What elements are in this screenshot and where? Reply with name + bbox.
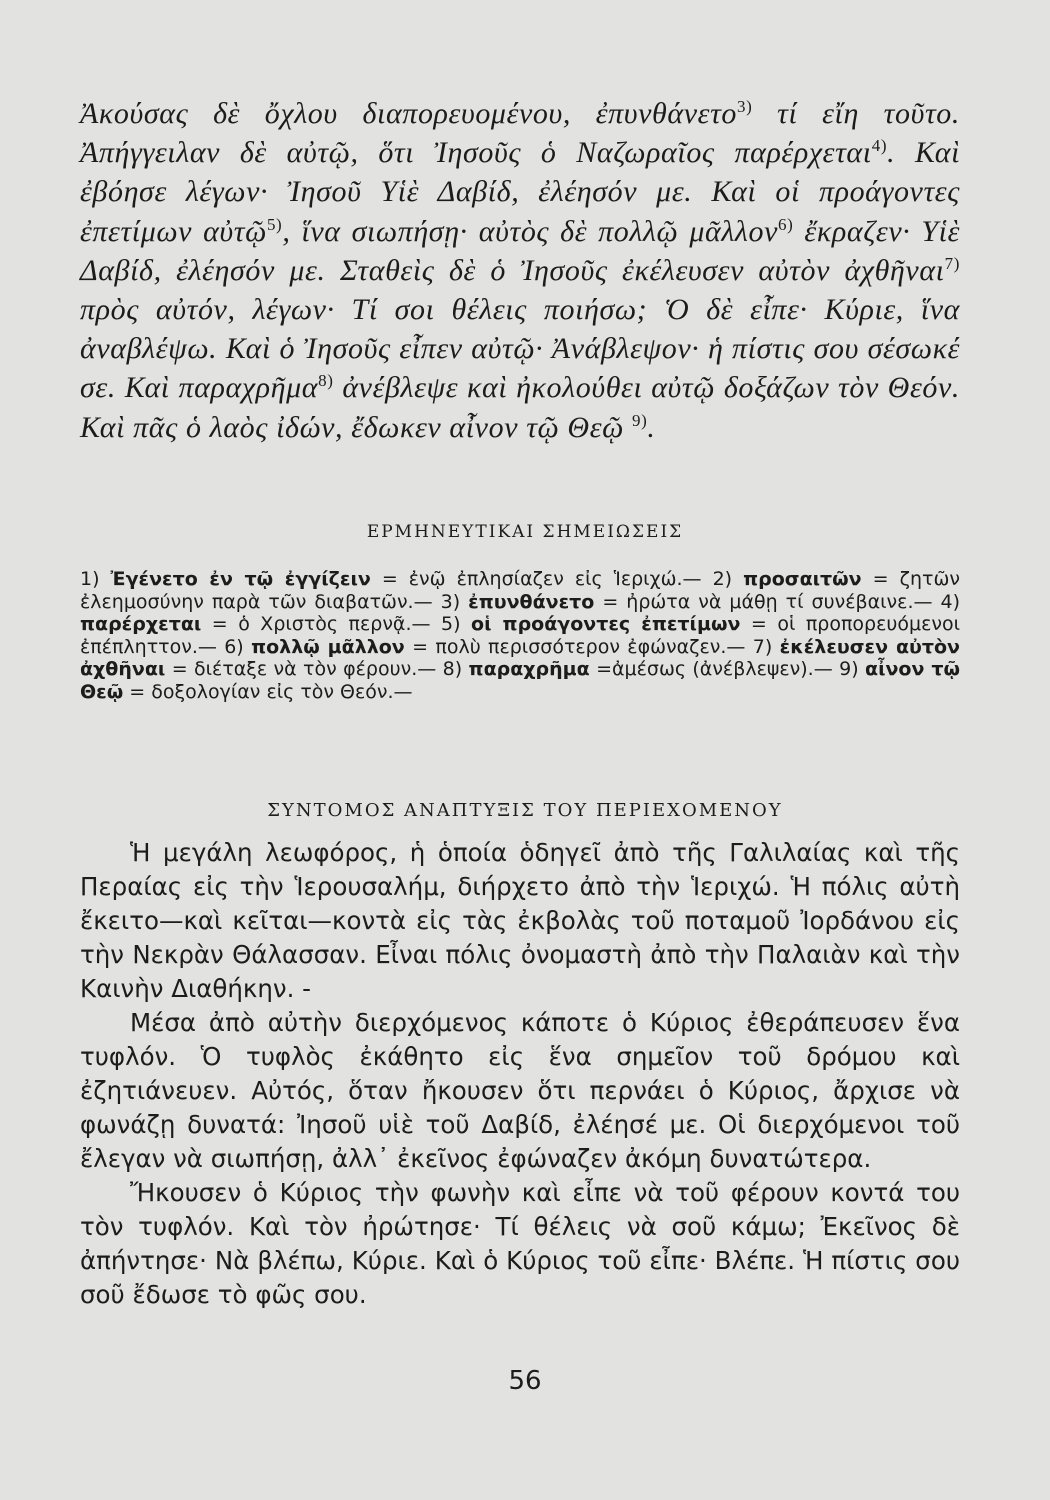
note-number: 1)	[80, 568, 100, 590]
note-definition: = πολὺ περισσότερον ἐφώναζεν.—	[412, 635, 746, 658]
summary-paragraph: Ἡ μεγάλη λεωφόρος, ἡ ὁποία ὁδηγεῖ ἀπὸ τῆς Γαλιλαίας καὶ τῆς Περαίας εἰς τὴν Ἱερουσαλήμ, διήρχετο ἀπὸ τὴν Ἱεριχώ. Ἡ πόλις αὐτὴ ἔκειτο—καὶ κεῖται—κοντὰ εἰς τὰς ἐκβολὰς τοῦ ποταμοῦ Ἰορδάνου εἰς τὴν Νεκρὰν Θάλασσαν. Εἶναι πόλις ὀνομαστὴ ἀπὸ τὴν Παλαιὰν καὶ τὴν Καινὴν Διαθήκην. -	[80, 838, 960, 1003]
note-term: Ἐγένετο ἐν τῷ ἐγγίζειν	[110, 568, 371, 590]
note-term: παραχρῆμα	[468, 658, 590, 680]
note-term: οἱ προάγοντες ἐπετίμων	[471, 613, 741, 635]
note-definition: = ζητῶν ἐλεημοσύνην παρὰ τῶν διαβατῶν.—	[80, 568, 960, 613]
scripture-text: ἔκραζεν· Υἱὲ Δαβίδ, ἐλέησόν με. Σταθεὶς δὲ ὁ Ἰησοῦς ἐκέλευσεν αὐτὸν ἀχθῆναι	[80, 214, 960, 287]
scripture-text: Ἀκούσας δὲ ὄχλου διαπορευομένου, ἐπυνθάνετο	[80, 97, 738, 130]
summary-paragraph: Μέσα ἀπὸ αὐτὴν διερχόμενος κάποτε ὁ Κύριος ἐθεράπευσεν ἕνα τυφλόν. Ὁ τυφλὸς ἐκάθητο εἰς ἕνα σημεῖον τοῦ δρόμου καὶ ἐζητιάνευεν. Αὐτός, ὅταν ἤκουσεν ὅτι περνάει ὁ Κύριος, ἄρχισε νὰ φωνάζῃ δυνατά: Ἰησοῦ υἱὲ τοῦ Δαβίδ, ἐλέησέ με. Οἱ διερχόμενοι τοῦ ἔλεγαν νὰ σιωπήσῃ, ἀλλ᾽ ἐκεῖνος ἐφώναζεν ἀκόμη δυνατώτερα.	[80, 1008, 960, 1173]
scripture-text: πρὸς αὐτόν, λέγων· Τί σοι θέλεις ποιήσω; Ὁ δὲ εἶπε· Κύριε, ἵνα ἀναβλέψω. Καὶ ὁ Ἰησοῦς εἶπεν αὐτῷ· Ἀνάβλεψον· ἡ πίστις σου σέσωκέ σε. Καὶ παραχρῆμα	[80, 293, 960, 405]
note-definition: = ὁ Χριστὸς περνᾷ.—	[211, 613, 431, 635]
note-number: 6)	[224, 635, 244, 658]
scripture-text: , ἵνα σιωπήσῃ· αὐτὸς δὲ πολλῷ μᾶλλον	[282, 214, 779, 248]
note-definition: =ἀμέσως (ἀνέβλεψεν).—	[596, 658, 833, 680]
note-number: 4)	[940, 590, 961, 613]
footnote-marker: 5)	[266, 214, 283, 234]
summary-paragraph: Ἤκουσεν ὁ Κύριος τὴν φωνὴν καὶ εἶπε νὰ τοῦ φέρουν κοντά του τὸν τυφλόν. Καὶ τὸν ἠρώτησε· Τί θέλεις νὰ σοῦ κάμω; Ἐκεῖνος δὲ ἀπήντησε· Νὰ βλέπω, Κύριε. Καὶ ὁ Κύριος τοῦ εἶπε· Βλέπε. Ἡ πίστις σου σοῦ ἔδωσε τὸ φῶς σου.	[80, 1178, 960, 1309]
footnote-marker: 6)	[778, 214, 794, 234]
note-number: 9)	[839, 658, 859, 680]
note-definition: = δοξολογίαν εἰς τὸν Θεόν.—	[129, 680, 413, 703]
note-term: ἐπυνθάνετο	[468, 590, 595, 613]
notes-heading: ΕΡΜΗΝΕΥΤΙΚΑΙ ΣΗΜΕΙΩΣΕΙΣ	[366, 522, 684, 542]
footnote-marker: 3)	[737, 97, 753, 116]
summary-body	[80, 836, 960, 1312]
footnote-marker: 7)	[944, 253, 960, 273]
scripture-text: τί εἴη τοῦτο. Ἀπήγγειλαν δὲ αὐτῷ, ὅτι Ἰησοῦς ὁ Ναζωραῖος παρέρχεται	[80, 97, 960, 170]
note-number: 2)	[712, 568, 733, 590]
note-number: 7)	[752, 635, 773, 658]
note-number: 5)	[441, 613, 461, 635]
summary-heading: ΣΥΝΤΟΜΟΣ ΑΝΑΠΤΥΞΙΣ ΤΟΥ ΠΕΡΙΕΧΟΜΕΝΟΥ	[267, 800, 783, 821]
scripture-passage	[80, 94, 960, 447]
note-term: προσαιτῶν	[743, 568, 862, 590]
note-term: παρέρχεται	[80, 613, 202, 635]
scripture-text: . Καὶ ἐβόησε λέγων· Ἰησοῦ Υἱὲ Δαβίδ, ἐλέησόν με. Καὶ οἱ προάγοντες ἐπετίμων αὐτῷ	[80, 136, 960, 248]
note-number: 8)	[442, 658, 463, 680]
scripture-text: ἀνέβλεψε καὶ ἠκολούθει αὐτῷ δοξάζων τὸν Θεόν. Καὶ πᾶς ὁ λαὸς ἰδών, ἔδωκεν αἶνον τῷ Θεῷ	[80, 371, 960, 444]
note-definition: = ἐνῷ ἐπλησίαζεν εἰς Ἱεριχώ.—	[381, 568, 702, 590]
interpretive-notes	[80, 568, 960, 703]
footnote-marker: 8)	[318, 371, 334, 391]
note-term: αἶνον τῷ Θεῷ	[80, 658, 961, 703]
page-number: 56	[508, 1366, 542, 1396]
note-number: 3)	[440, 590, 461, 613]
note-definition: = οἱ προπορευόμενοι ἐπέπληττον.—	[80, 613, 961, 658]
note-term: πολλῷ μᾶλλον	[251, 635, 405, 658]
footnote-marker: 4)	[871, 136, 888, 156]
scripture-text: .	[647, 410, 656, 444]
note-definition: = διέταξε νὰ τὸν φέρουν.—	[171, 658, 437, 680]
footnote-marker: 9)	[632, 410, 648, 430]
note-definition: = ἠρώτα νὰ μάθῃ τί συνέβαινε.—	[602, 590, 933, 613]
note-term: ἐκέλευσεν αὐτὸν ἀχθῆναι	[80, 635, 960, 680]
